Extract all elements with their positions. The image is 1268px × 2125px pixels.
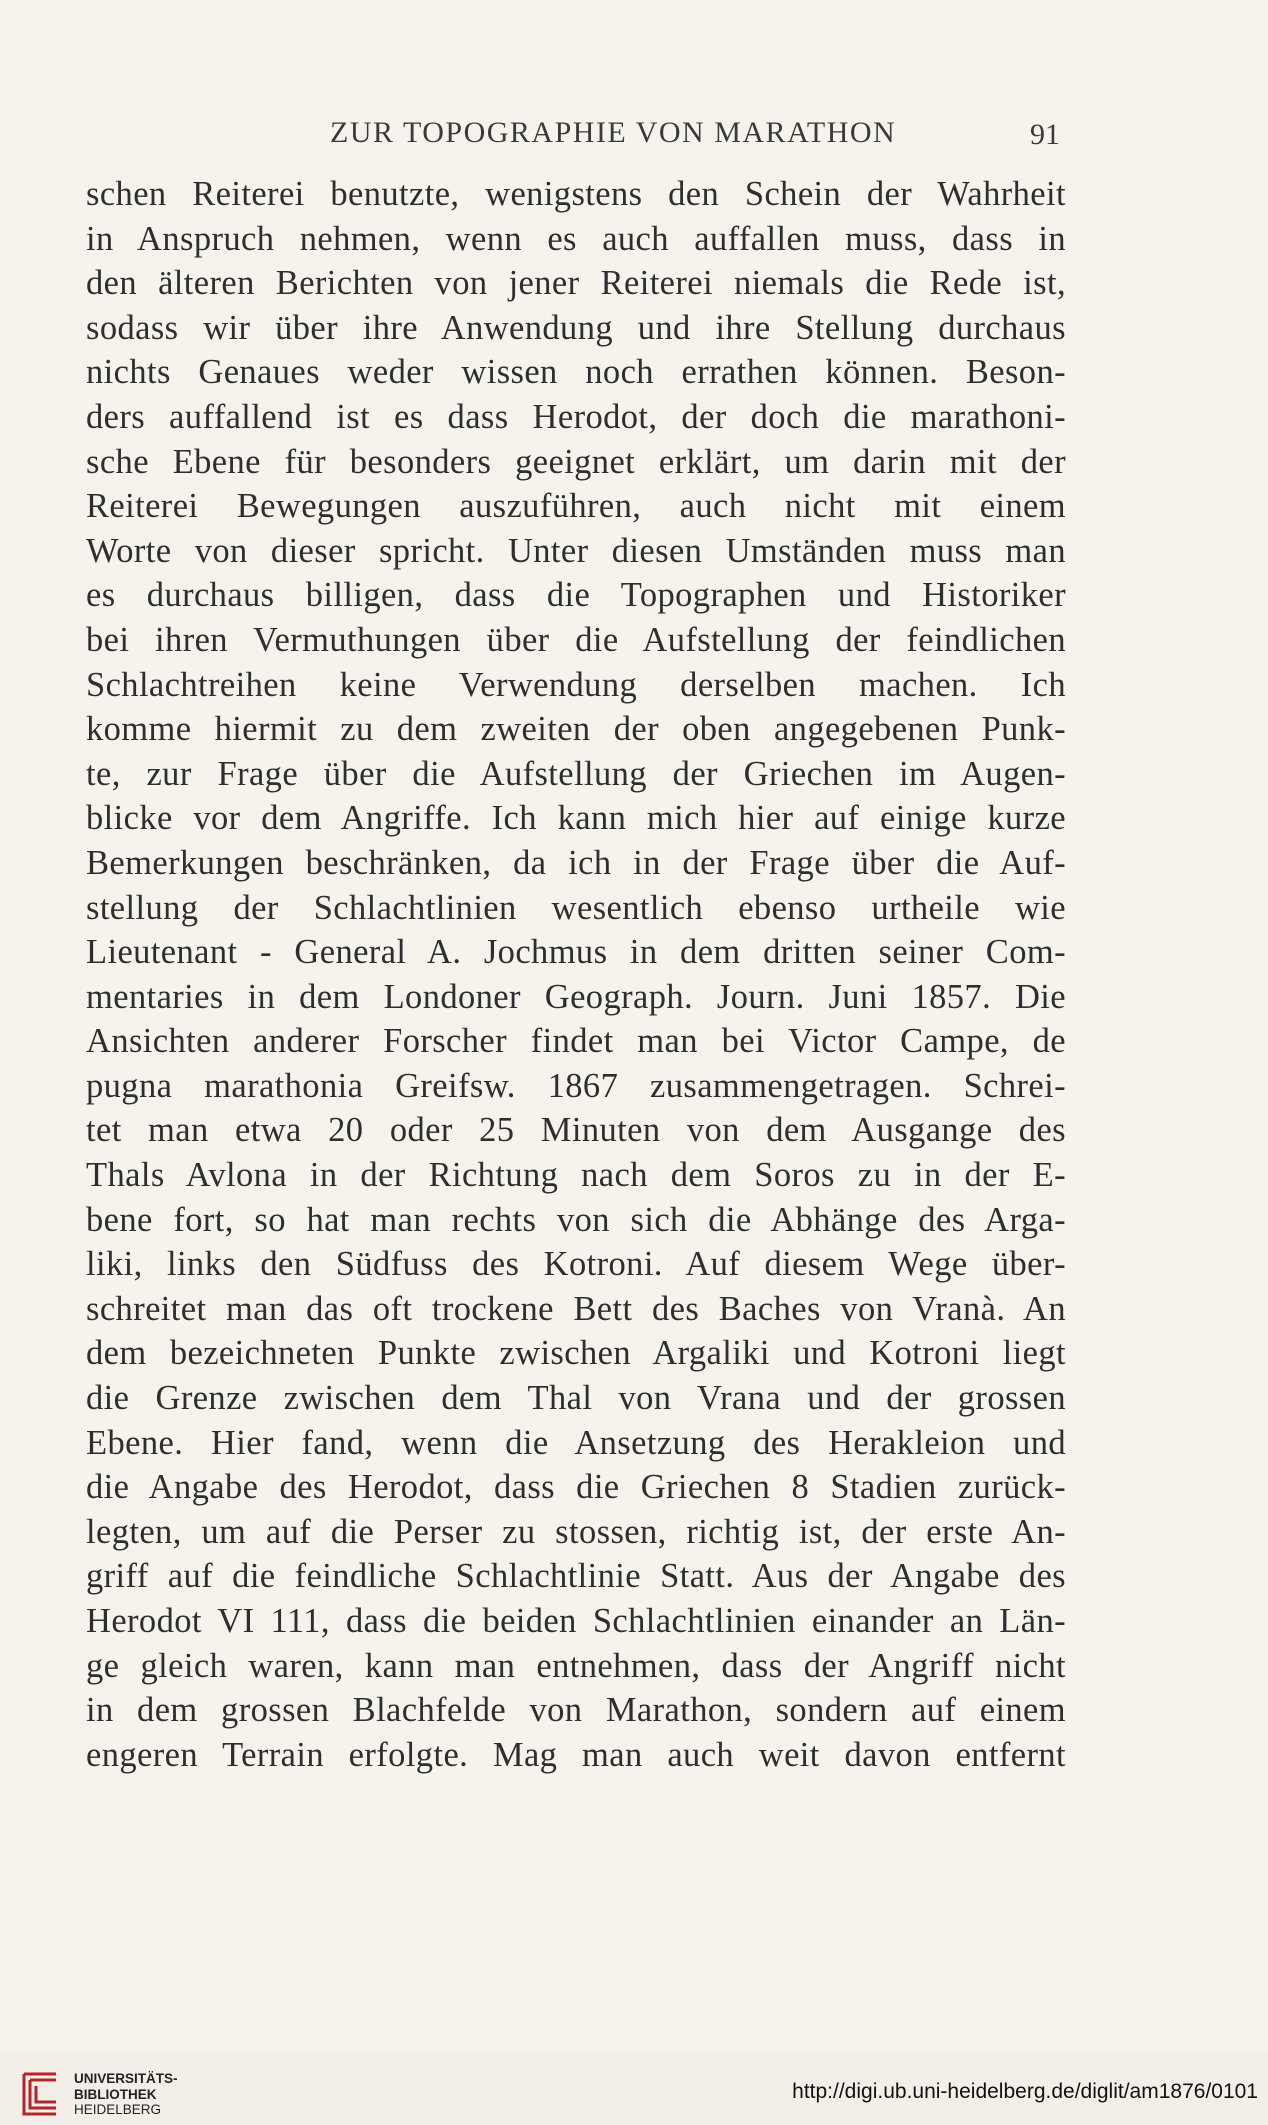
library-name-line1: UNIVERSITÄTS- [74, 2071, 178, 2086]
text-line: nichts Genaues weder wissen noch errathen können. Beson- [86, 353, 1066, 392]
running-title: ZUR TOPOGRAPHIE VON MARATHON [330, 116, 897, 149]
text-line: die Grenze zwischen dem Thal von Vrana und der grossen [86, 1379, 1066, 1418]
library-name-line3: HEIDELBERG [74, 2102, 162, 2117]
text-line: schen Reiterei benutzte, wenigstens den Schein der Wahrheit [86, 175, 1066, 213]
page-header [0, 116, 1268, 156]
text-line: Reiterei Bewegungen auszuführen, auch nicht mit einem [86, 487, 1066, 526]
text-line: griff auf die feindliche Schlachtlinie Statt. Aus der Angabe des [86, 1557, 1066, 1596]
text-line: den älteren Berichten von jener Reiterei niemals die Rede ist, [86, 264, 1066, 303]
text-line: Schlachtreihen keine Verwendung derselben machen. Ich [86, 665, 1066, 704]
text-line: die Angabe des Herodot, dass die Griechen 8 Stadien zurück- [86, 1468, 1066, 1507]
text-line: blicke vor dem Angriffe. Ich kann mich hier auf einige kurze [86, 799, 1066, 838]
text-line: ge gleich waren, kann man entnehmen, dass der Angriff nicht [86, 1646, 1066, 1685]
source-url-link[interactable]: http://digi.ub.uni-heidelberg.de/diglit/am1876/0101 [792, 2080, 1258, 2103]
text-line: Herodot VI 111, dass die beiden Schlachtlinien einander an Län- [86, 1602, 1066, 1640]
text-line: Thals Avlona in der Richtung nach dem Soros zu in der E- [86, 1156, 1066, 1195]
text-line: te, zur Frage über die Aufstellung der Griechen im Augen- [86, 754, 1066, 793]
text-line: liki, links den Südfuss des Kotroni. Auf diesem Wege über- [86, 1245, 1066, 1284]
text-line: engeren Terrain erfolgte. Mag man auch weit davon entfernt [86, 1735, 1066, 1774]
text-line: Ansichten anderer Forscher findet man bei Victor Campe, de [86, 1022, 1066, 1061]
text-line: Worte von dieser spricht. Unter diesen Umständen muss man [86, 531, 1066, 570]
text-line: es durchaus billigen, dass die Topographen und Historiker [86, 576, 1066, 615]
text-line: legten, um auf die Perser zu stossen, richtig ist, der erste An- [86, 1512, 1066, 1551]
text-line: pugna marathonia Greifsw. 1867 zusammengetragen. Schrei- [86, 1066, 1066, 1105]
text-line: sodass wir über ihre Anwendung und ihre Stellung durchaus [86, 308, 1066, 347]
library-name [74, 2071, 178, 2118]
library-name-line2: BIBLIOTHEK [74, 2086, 157, 2102]
text-line: in dem grossen Blachfelde von Marathon, sondern auf einem [86, 1691, 1066, 1730]
text-line: stellung der Schlachtlinien wesentlich ebenso urtheile wie [86, 888, 1066, 927]
text-line: sche Ebene für besonders geeignet erklärt, um darin mit der [86, 442, 1066, 481]
library-logo-icon[interactable] [14, 2068, 66, 2120]
text-line: bei ihren Vermuthungen über die Aufstellung der feindlichen [86, 620, 1066, 659]
text-line: Bemerkungen beschränken, da ich in der Frage über die Auf- [86, 843, 1066, 882]
body-text [86, 172, 1066, 1777]
text-line: Ebene. Hier fand, wenn die Ansetzung des Herakleion und [86, 1423, 1066, 1462]
text-line: tet man etwa 20 oder 25 Minuten von dem Ausgange des [86, 1111, 1066, 1150]
page-number: 91 [1030, 118, 1060, 151]
text-line: ders auffallend ist es dass Herodot, der doch die marathoni- [86, 397, 1066, 436]
text-line: dem bezeichneten Punkte zwischen Argaliki und Kotroni liegt [86, 1334, 1066, 1373]
text-line: in Anspruch nehmen, wenn es auch auffallen muss, dass in [86, 219, 1066, 258]
text-line: Lieutenant - General A. Jochmus in dem dritten seiner Com- [86, 933, 1066, 972]
text-line: bene fort, so hat man rechts von sich die Abhänge des Arga- [86, 1200, 1066, 1239]
text-line: mentaries in dem Londoner Geograph. Journ. Juni 1857. Die [86, 977, 1066, 1016]
text-line: komme hiermit zu dem zweiten der oben angegebenen Punk- [86, 710, 1066, 749]
text-line: schreitet man das oft trockene Bett des Baches von Vranà. An [86, 1289, 1066, 1328]
